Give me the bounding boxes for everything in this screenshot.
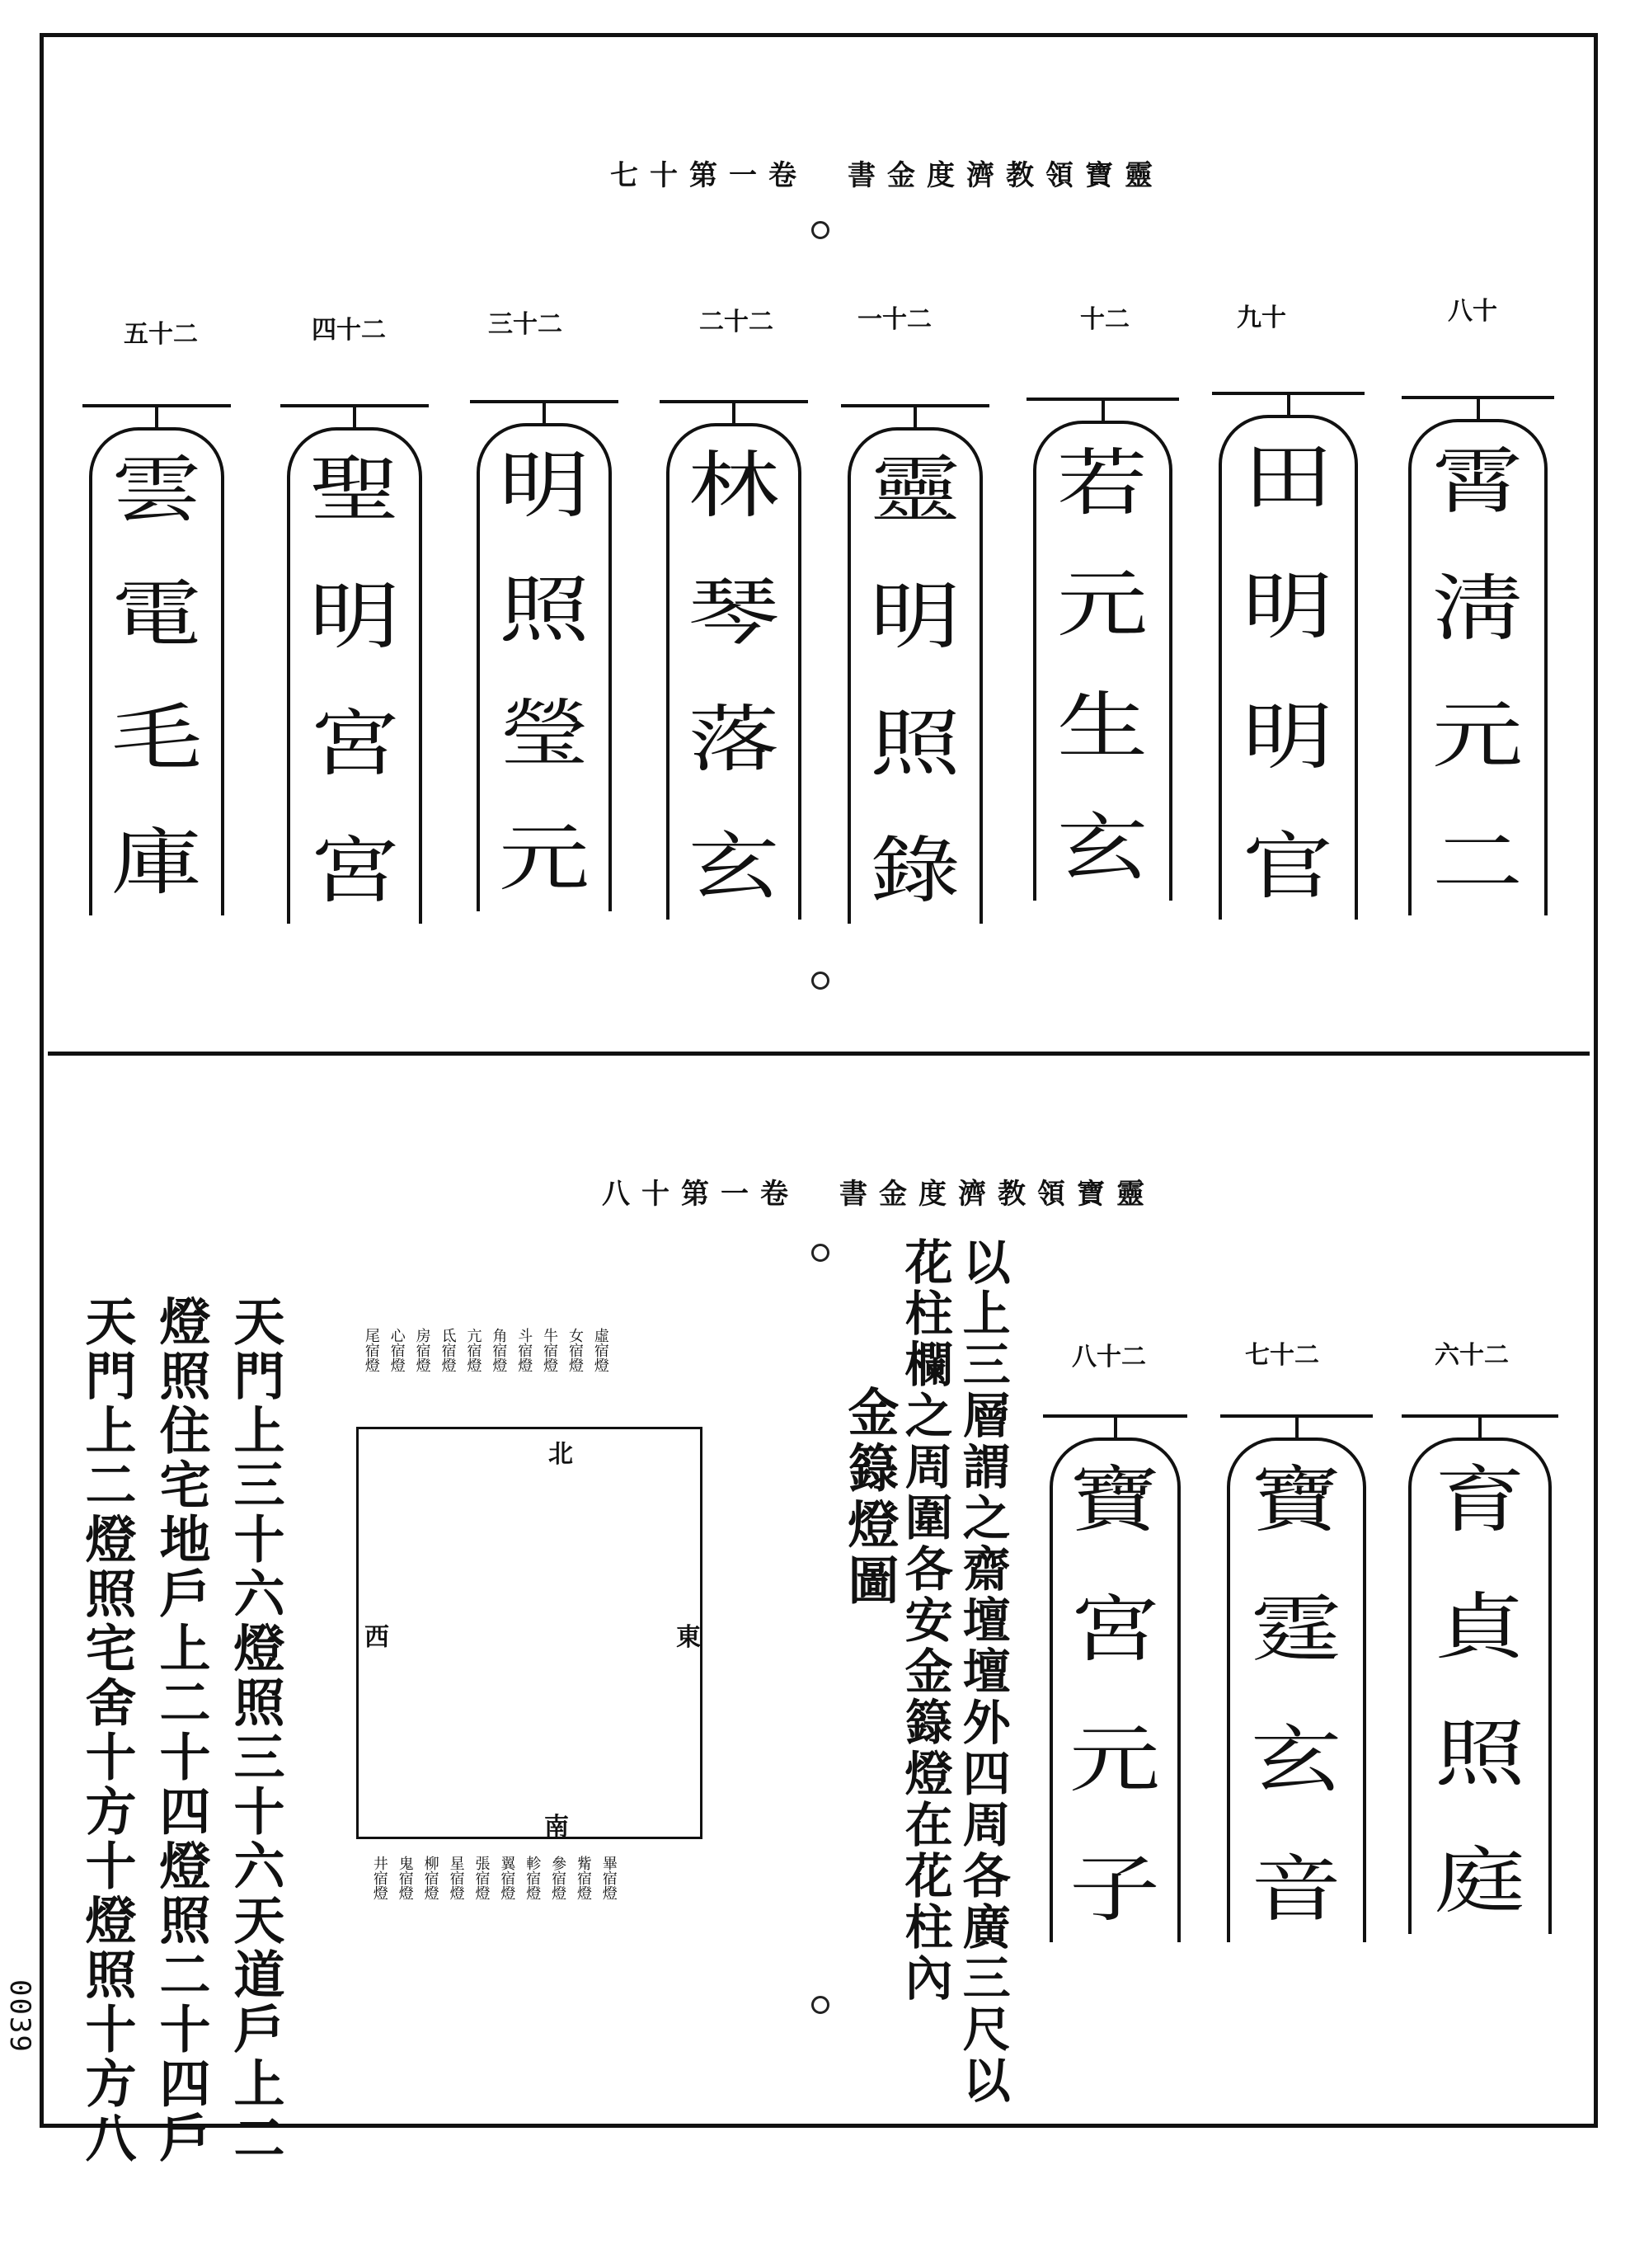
seal-number: 九十 [1237, 303, 1286, 332]
binding-hole-icon [811, 972, 829, 990]
talisman-seal: 林 琴 落 玄 [660, 400, 808, 920]
lamp-label: 心宿燈 [388, 1328, 406, 1372]
direction-west: 西 [364, 1623, 389, 1652]
top-lamp-labels [363, 1328, 608, 1372]
talisman-seal: 雲 電 毛 庫 [82, 404, 231, 915]
lamp-label: 軫宿燈 [524, 1856, 542, 1900]
seal-number: 八十 [1448, 297, 1497, 326]
lamp-label: 星宿燈 [447, 1856, 465, 1900]
seal-number: 六十二 [1435, 1341, 1509, 1370]
diagram-title: 金籙燈圖 [839, 1386, 900, 1610]
lamp-label: 房宿燈 [413, 1328, 431, 1372]
lamp-label: 尾宿燈 [362, 1328, 380, 1372]
seal-number: 八十二 [1072, 1343, 1146, 1372]
lamp-label: 觜宿燈 [575, 1856, 593, 1900]
seal-number: 二十二 [699, 308, 773, 336]
text-column: 燈照住宅地戶上二十四燈照二十四戶 [150, 1295, 211, 2166]
lamp-label: 柳宿燈 [421, 1856, 439, 1900]
lamp-label: 女宿燈 [566, 1328, 585, 1372]
text-column: 天門上二燈照宅舍十方十燈照十方八 [76, 1295, 137, 2166]
lamp-label: 亢宿燈 [464, 1328, 482, 1372]
talisman-seal: 若 元 生 玄 [1027, 398, 1179, 901]
seal-number: 七十二 [1245, 1341, 1319, 1370]
lamp-label: 翼宿燈 [498, 1856, 516, 1900]
binding-hole-icon [811, 1244, 829, 1262]
page-number: 0039 [3, 1979, 36, 2054]
talisman-seal: 田 明 明 官 [1212, 392, 1365, 920]
note-column: 以上三層謂之齋壇壇外四周各廣三尺以 [954, 1237, 1011, 2106]
lamp-label: 氐宿燈 [439, 1328, 457, 1372]
talisman-seal: 寶 霆 玄 音 [1220, 1414, 1373, 1942]
binding-hole-icon [811, 1996, 829, 2014]
seal-number: 四十二 [312, 316, 386, 345]
seal-number: 十二 [1080, 305, 1130, 334]
talisman-seal: 聖 明 宮 宮 [280, 404, 429, 924]
lamp-label: 參宿燈 [549, 1856, 567, 1900]
talisman-seal: 霄 淸 元 二 [1402, 396, 1554, 915]
direction-south: 南 [544, 1813, 569, 1842]
text-column: 天門上三十六燈照三十六天道戶上二 [224, 1295, 285, 2166]
talisman-seal: 靈 明 照 錄 [841, 404, 989, 924]
binding-hole-icon [811, 221, 829, 239]
lamp-label: 畢宿燈 [599, 1856, 618, 1900]
seal-number: 五十二 [124, 320, 198, 349]
lamp-label: 斗宿燈 [515, 1328, 533, 1372]
lamp-label: 張宿燈 [472, 1856, 491, 1900]
seal-number: 三十二 [488, 310, 562, 339]
lamp-label: 鬼宿燈 [396, 1856, 414, 1900]
altar-square [356, 1427, 702, 1839]
lamp-label: 牛宿燈 [541, 1328, 559, 1372]
top-header: 七十第一卷 書金度濟教領寶靈 [610, 159, 1164, 192]
talisman-seal: 育 貞 照 庭 [1402, 1414, 1558, 1934]
direction-north: 北 [548, 1440, 573, 1469]
note-column: 花柱欄之周圍各安金籙燈在花柱內 [896, 1237, 953, 2004]
direction-east: 東 [676, 1623, 701, 1652]
talisman-seal: 明 照 瑩 元 [470, 400, 618, 911]
seal-number: 一十二 [857, 305, 932, 334]
talisman-seal: 寶 宮 元 子 [1043, 1414, 1187, 1942]
lamp-label: 虛宿燈 [591, 1328, 609, 1372]
bottom-lamp-labels [371, 1856, 616, 1900]
bottom-header: 八十第一卷 書金度濟教領寶靈 [602, 1178, 1156, 1211]
lamp-label: 井宿燈 [370, 1856, 388, 1900]
lamp-diagram [264, 1328, 775, 2268]
lamp-label: 角宿燈 [490, 1328, 508, 1372]
